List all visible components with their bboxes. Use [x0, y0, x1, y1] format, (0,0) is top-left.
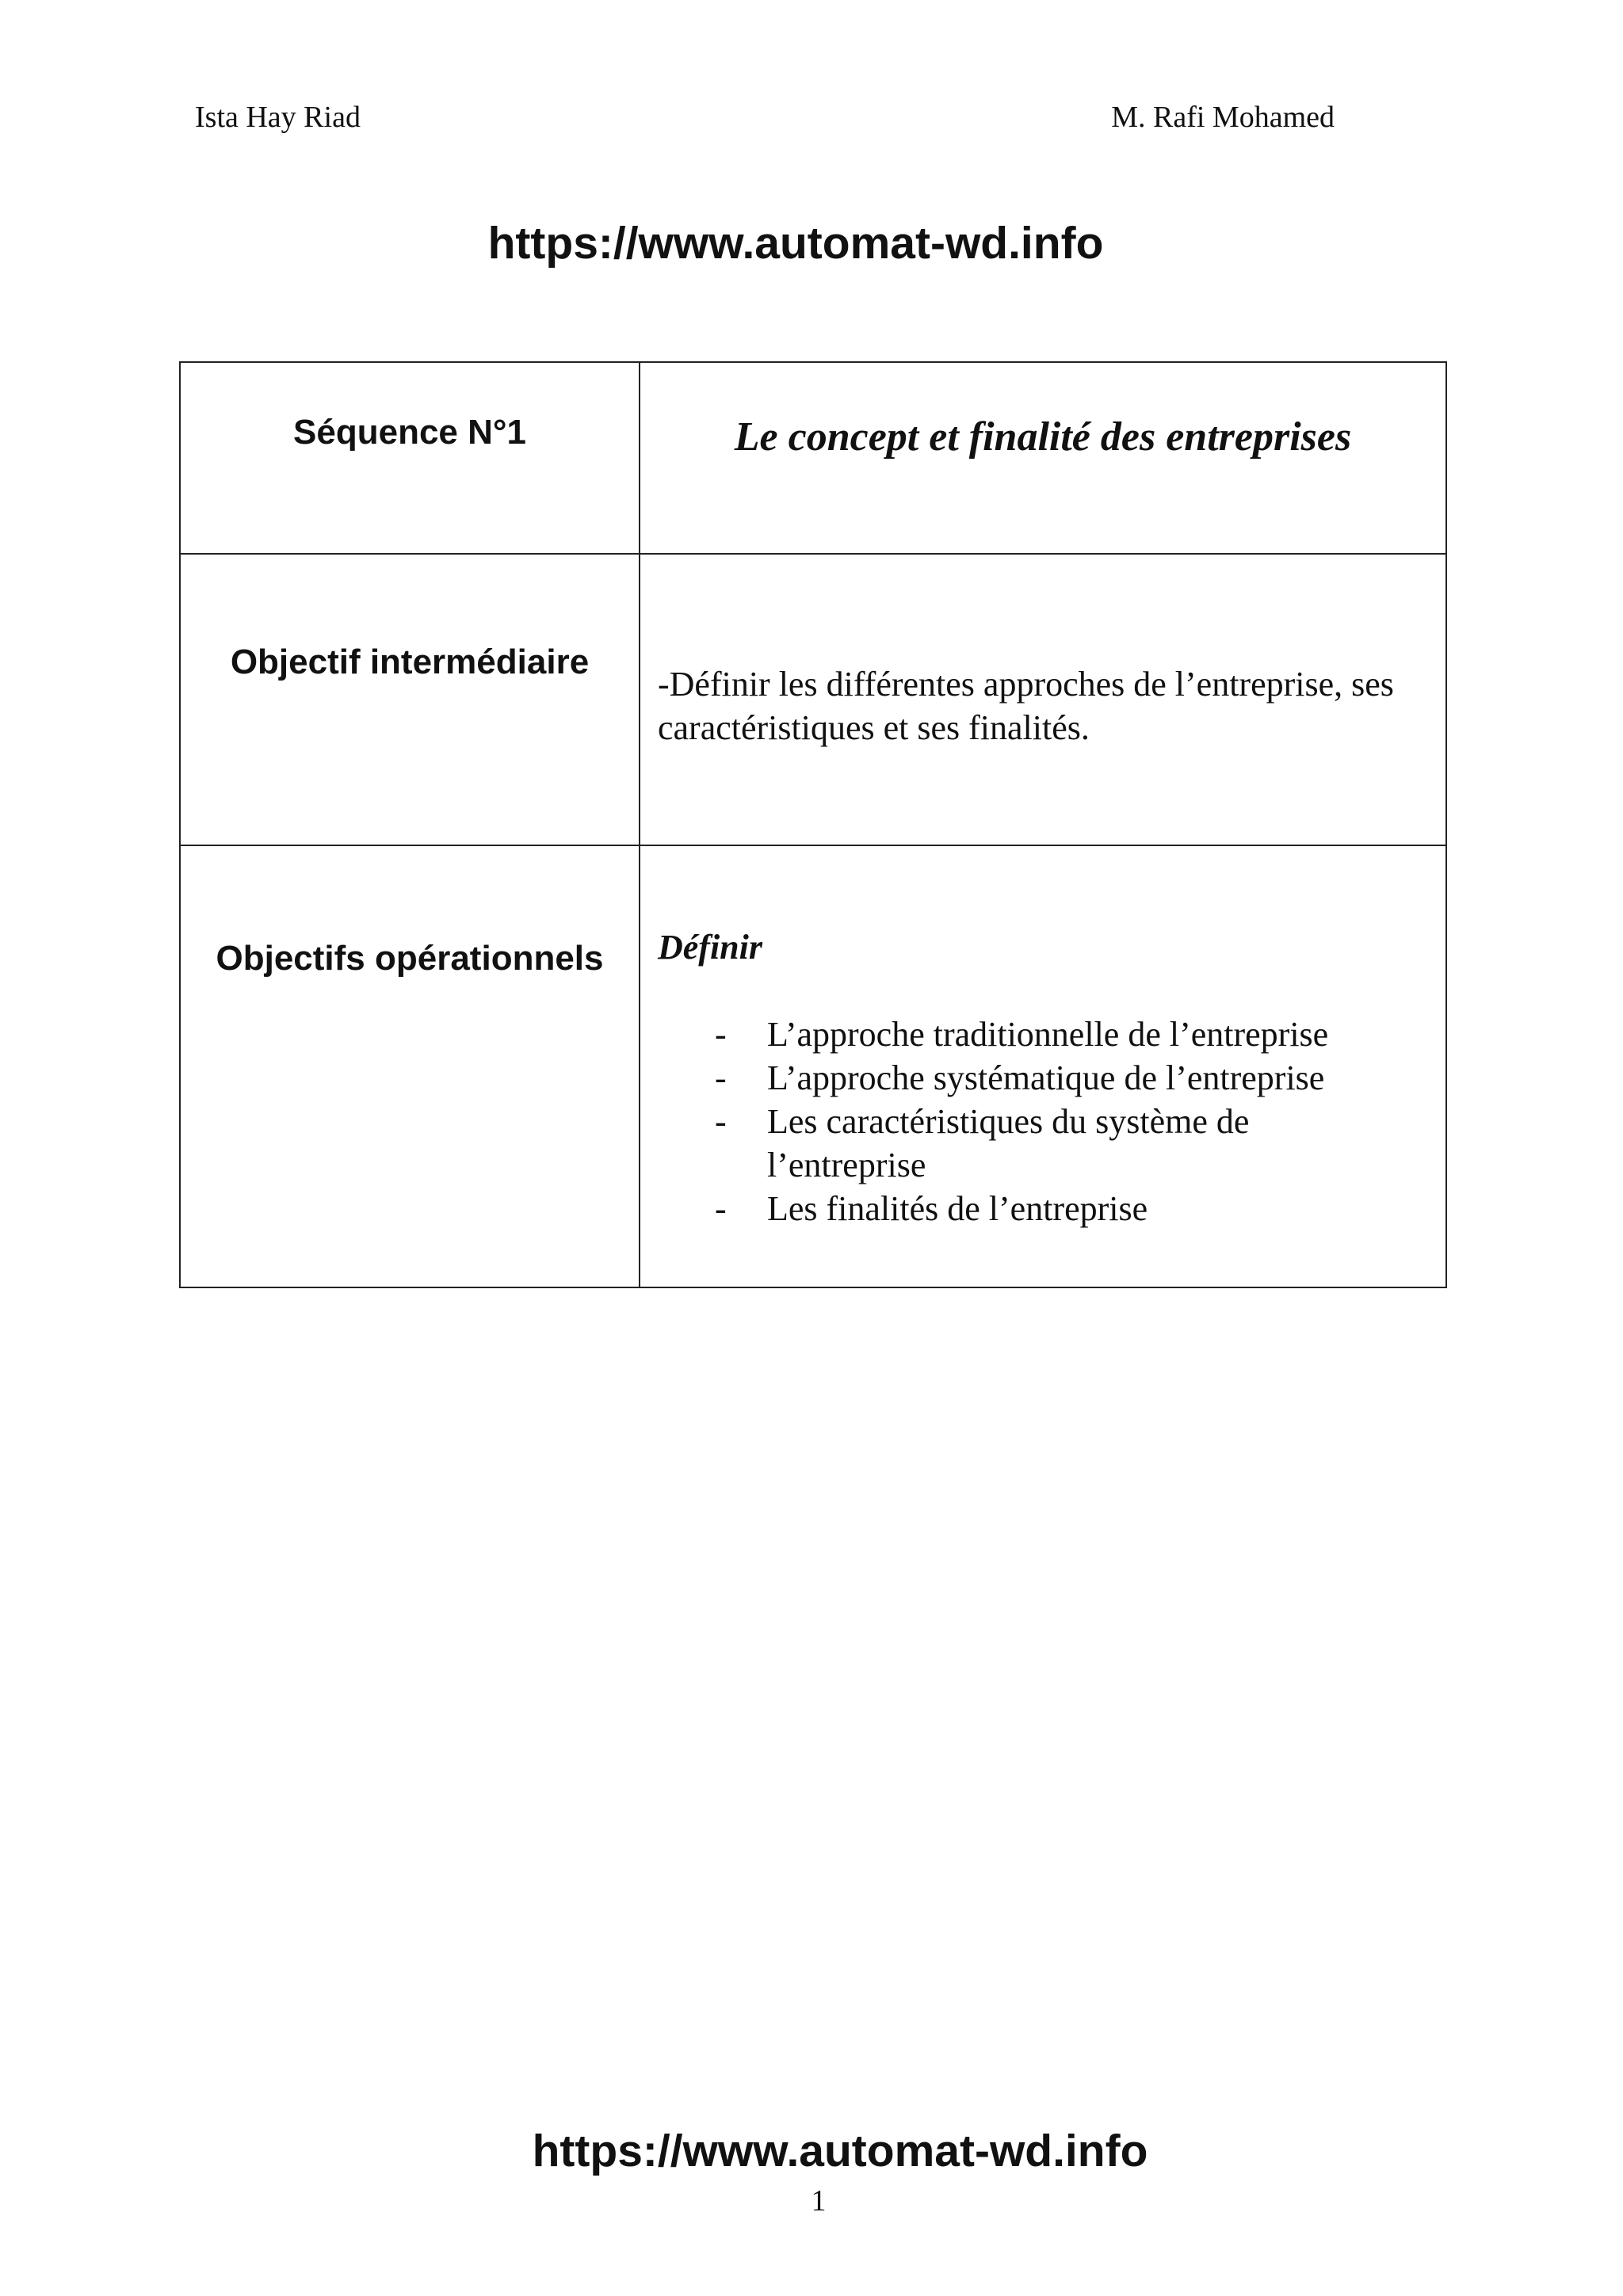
dash-bullet: - — [715, 1015, 727, 1054]
dash-bullet: - — [715, 1189, 727, 1228]
list-item — [640, 1056, 1445, 1100]
table-cell — [180, 554, 640, 845]
list-item-text: L’approche systématique de l’entreprise — [767, 1058, 1325, 1097]
table-cell — [180, 362, 640, 554]
list-item-text: L’approche traditionnelle de l’entreprise — [767, 1015, 1329, 1054]
list-item — [640, 1187, 1445, 1230]
header-author: M. Rafi Mohamed — [1111, 101, 1335, 134]
dash-bullet: - — [715, 1058, 727, 1097]
page-number: 1 — [811, 2184, 827, 2218]
table-cell — [180, 845, 640, 1287]
sequence-title: Le concept et finalité des entreprises — [734, 414, 1352, 460]
table-row — [180, 362, 1446, 554]
intermediate-objective-text: -Définir les différentes approches de l’entreprise, ses caractéristiques et ses finalités. — [658, 665, 1394, 747]
define-heading: Définir — [658, 928, 762, 967]
objectives-list — [640, 1013, 1445, 1230]
sequence-label: Séquence N°1 — [293, 413, 526, 452]
sequence-table — [179, 361, 1447, 1288]
table-row — [180, 554, 1446, 845]
table-cell — [640, 554, 1446, 845]
site-url-bottom: https://www.automat-wd.info — [532, 2126, 1148, 2176]
table-cell — [640, 362, 1446, 554]
intermediate-objective-label: Objectif intermédiaire — [230, 643, 590, 681]
list-item-text: Les caractéristiques du système de l’entreprise — [767, 1102, 1250, 1184]
site-url-top: https://www.automat-wd.info — [487, 218, 1104, 269]
table-cell — [640, 845, 1446, 1287]
table-row — [180, 845, 1446, 1287]
list-item-text: Les finalités de l’entreprise — [767, 1189, 1148, 1228]
operational-objectives-label: Objectifs opérationnels — [216, 939, 604, 978]
dash-bullet: - — [715, 1102, 727, 1141]
list-item — [640, 1013, 1445, 1056]
header-institution: Ista Hay Riad — [195, 101, 361, 134]
list-item — [640, 1100, 1445, 1187]
